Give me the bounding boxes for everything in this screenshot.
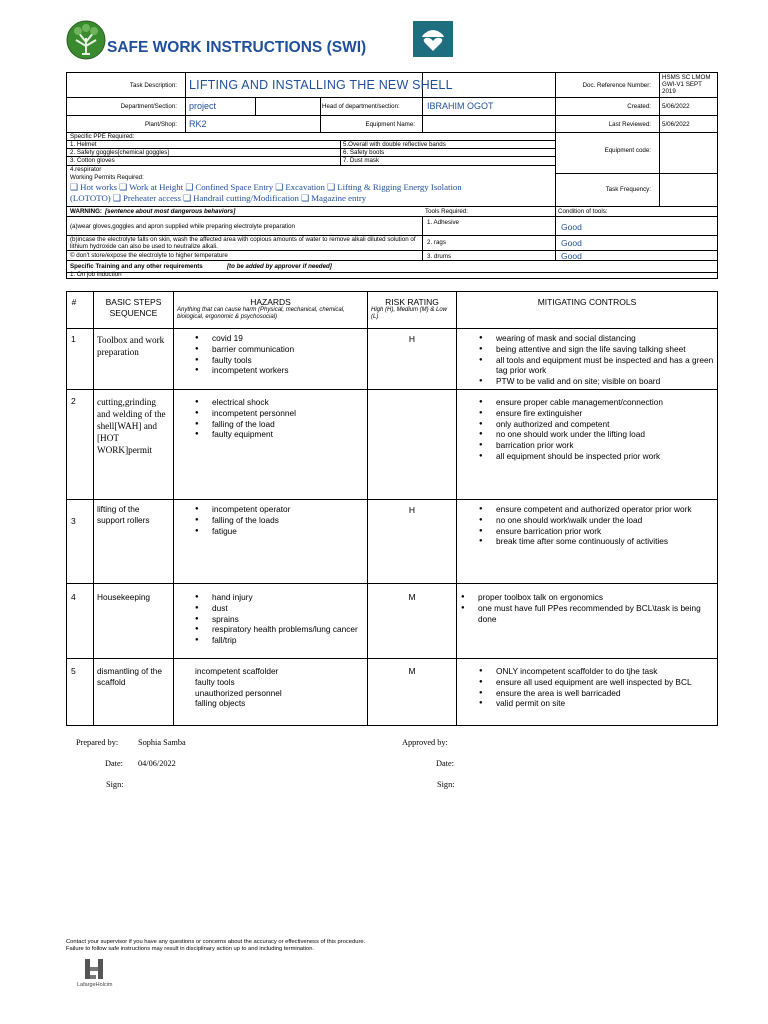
approver-sign-label: Sign: [437,780,455,789]
approved-by-label: Approved by: [402,738,448,747]
control-item: ● no one should work\walk under the load [479,515,715,526]
col-mitigating-header: MITIGATING CONTROLS [537,297,637,307]
hazard-list [195,397,365,440]
hazard-item: ● faulty tools [195,355,365,366]
control-list [479,666,715,709]
head-of-department-label: Head of department/section: [322,103,400,110]
tool-item: 1. Adhesive [427,219,459,226]
step-text: cutting,grinding and welding of the shell[WAH] and [HOT WORK]permit [97,397,166,455]
hazard-item: ● incompetent operator [195,504,365,515]
warning-hint: [sentence about most dangerous behaviors] [105,208,236,215]
warning-item: (a)wear gloves,goggles and apron supplied while preparing electrolyte preparation [70,223,295,230]
tool-condition: Good [561,238,582,248]
last-reviewed-value: 5/06/2022 [662,121,690,128]
task-description-value: LIFTING AND INSTALLING THE NEW SHELL [189,78,453,92]
control-list [479,333,715,387]
risk-rating: M [408,666,416,676]
risk-rating: M [408,592,416,602]
warning-item: (b)incase the electrolyte falls on skin, wash the affected area with copious amounts of water to remove alkali diluted solution of lithium hydroxide can also be used to neutralize alkali. [70,236,416,250]
tools-required-label: Tools Required: [425,208,468,215]
control-item: ● proper toolbox talk on ergonomics [461,592,715,603]
prepared-by-label: Prepared by: [76,738,119,747]
control-item: ● break time after some continuously of activities [479,536,715,547]
doc-ref-value: HSMS SC LMOM GWI-V1 SEPT 2019 [662,74,711,95]
hazard-item: ● faulty equipment [195,429,365,440]
hazard-item: incompetent scaffolder [195,666,279,676]
step-text: dismantling of the scaffold [97,666,163,687]
date-value: 04/06/2022 [138,759,176,768]
warning-label: WARNING: [70,208,102,215]
tool-item: 2. rags [427,239,446,246]
ppe-item: 4.respirator [70,166,102,173]
row-number: 5 [71,666,76,676]
task-frequency-label: Task Frequency: [605,186,651,193]
training-label: Specific Training and any other requirements [70,263,203,270]
head-of-department-value: IBRAHIM OGOT [427,101,494,111]
hazard-item: ● fatigue [195,526,365,537]
row-number: 3 [71,516,76,526]
last-reviewed-label: Last Reviewed: [608,121,651,128]
footer-note: Contact your supervisor if you have any questions or concerns about the accuracy or effectiveness of this procedure. [66,939,366,945]
plant-label: Plant/Shop: [145,121,177,128]
control-item: ● all equipment should be inspected prior work [479,451,715,462]
hazard-item: unauthorized personnel [195,687,282,698]
control-item: ● PTW to be valid and on site; visible on board [479,376,715,387]
prepared-by-value: Sophia Samba [138,738,186,747]
hazard-table [66,291,718,726]
control-item: ● ensure the area is well barricaded [479,688,715,699]
lafargeholcim-logo-icon [84,958,104,980]
control-item: ● all tools and equipment must be inspected and has a green tag prior work [479,355,715,377]
control-item: ● no one should work under the lifting load [479,429,715,440]
ppe-item: 1. Helmet [70,141,97,148]
hazard-item: ● covid 19 [195,333,365,344]
brand-name: LafargeHolcim [77,982,113,988]
tool-item: 3. drums [427,253,452,260]
step-text: Toolbox and work preparation [97,335,165,357]
hazard-item: falling objects [195,698,246,709]
ppe-item: 3. Cotton gloves [70,157,115,164]
col-hazards-header: HAZARDS [250,297,291,307]
control-item: ● ONLY incompetent scaffolder to do tjhe task [479,666,715,677]
control-item: ● one must have full PPes recommended by BCL\task is being done [461,603,715,625]
ppe-item: 5.Overall with double reflective bands [343,141,446,148]
safety-helmet-heart-icon [413,21,453,57]
tool-condition: Good [561,251,582,261]
control-item: ● wearing of mask and social distancing [479,333,715,344]
hazard-list [195,592,365,646]
hazard-item: faulty tools [195,676,235,687]
hazard-item: ● barrier communication [195,344,365,355]
sign-label: Sign: [106,780,124,789]
control-list [479,397,715,462]
risk-rating: H [408,505,416,515]
control-item: ● valid permit on site [479,698,715,709]
condition-label: Condition of tools: [558,208,608,215]
control-item: ● ensure proper cable management/connection [479,397,715,408]
permits-label: Working Permits Required: [70,174,144,181]
ppe-label: Specific PPE Required: [70,133,135,140]
equipment-name-label: Equipment Name: [365,121,415,128]
hazard-item: ● falling of the load [195,419,365,430]
footer-note: Failure to follow safe instructions may result in disciplinary action up to and including termination. [66,946,315,952]
ppe-item: 2. Safety goggles[chemical goggles] [70,149,170,156]
col-risk-subtitle: High (H), Medium (M) & Low (L) [371,307,448,320]
task-info-table [66,72,718,279]
warning-item: © don't store/expose the electrolyte to higher temperature [70,252,228,259]
permits-line: (LOTOTO) ❑ Preheater access ❑ Handrail cutting/Modification ❑ Magazine entry [70,193,367,203]
control-list [461,592,715,624]
hazard-item: ● incompetent personnel [195,408,365,419]
tool-condition: Good [561,222,582,232]
task-description-label: Task Description: [129,82,177,89]
hazard-item: ● hand injury [195,592,365,603]
row-number: 1 [71,334,76,344]
hazard-list [195,504,365,536]
created-value: 5/06/2022 [662,103,690,110]
hazard-item: ● sprains [195,614,365,625]
control-item: ● ensure all used equipment are well inspected by BCL [479,677,715,688]
col-risk-header: RISK RATING [385,297,439,307]
row-number: 4 [71,592,76,602]
hazard-item: ● falling of the loads [195,515,365,526]
department-label: Department/Section: [120,103,177,110]
step-text: Housekeeping [97,592,151,602]
date-label: Date: [105,759,123,768]
hazard-item: ● electrical shock [195,397,365,408]
doc-ref-label: Doc. Reference Number: [582,82,651,89]
hazard-item: ● incompetent workers [195,365,365,376]
control-list [479,504,715,547]
ppe-item: 7. Dust mask [343,157,380,164]
hazard-item: ● fall/trip [195,635,365,646]
control-item: ● barrication prior work [479,440,715,451]
control-item: ● only authorized and competent [479,419,715,430]
ppe-item: 6. Safety boots [343,149,385,156]
control-item: ● ensure fire extinguisher [479,408,715,419]
training-hint: [to be added by approver if needed] [227,263,332,270]
training-item: 1. On job induction [70,271,122,278]
equipment-code-label: Equipment code: [604,147,651,154]
permits-line: ❑ Hot works ❑ Work at Height ❑ Confined Space Entry ❑ Excavation ❑ Lifting & Rigging Energy Isolation [70,182,462,192]
created-label: Created: [627,103,651,110]
col-steps-header: BASIC STEPS SEQUENCE [105,297,162,318]
department-value: project [189,101,217,111]
control-item: ● ensure competent and authorized operator prior work [479,504,715,515]
row-number: 2 [71,396,76,406]
hazard-item: ● dust [195,603,365,614]
company-tree-logo [66,20,106,60]
hazard-list [195,666,365,709]
hazard-item: ● respiratory health problems/lung cancer [195,624,365,635]
approver-date-label: Date: [436,759,454,768]
risk-rating: H [408,334,416,344]
control-item: ● being attentive and sign the life saving talking sheet [479,344,715,355]
page-title: SAFE WORK INSTRUCTIONS (SWI) [107,39,367,56]
step-text: lifting of the support rollers [97,504,150,525]
control-item: ● ensure barrication prior work [479,526,715,537]
plant-value: RK2 [189,119,207,129]
hazard-list [195,333,365,376]
col-num-header: # [71,297,77,307]
col-hazards-subtitle: Anything that can cause harm (Physical, mechanical, chemical, biological, ergonomic & psychosocial) [177,307,345,320]
